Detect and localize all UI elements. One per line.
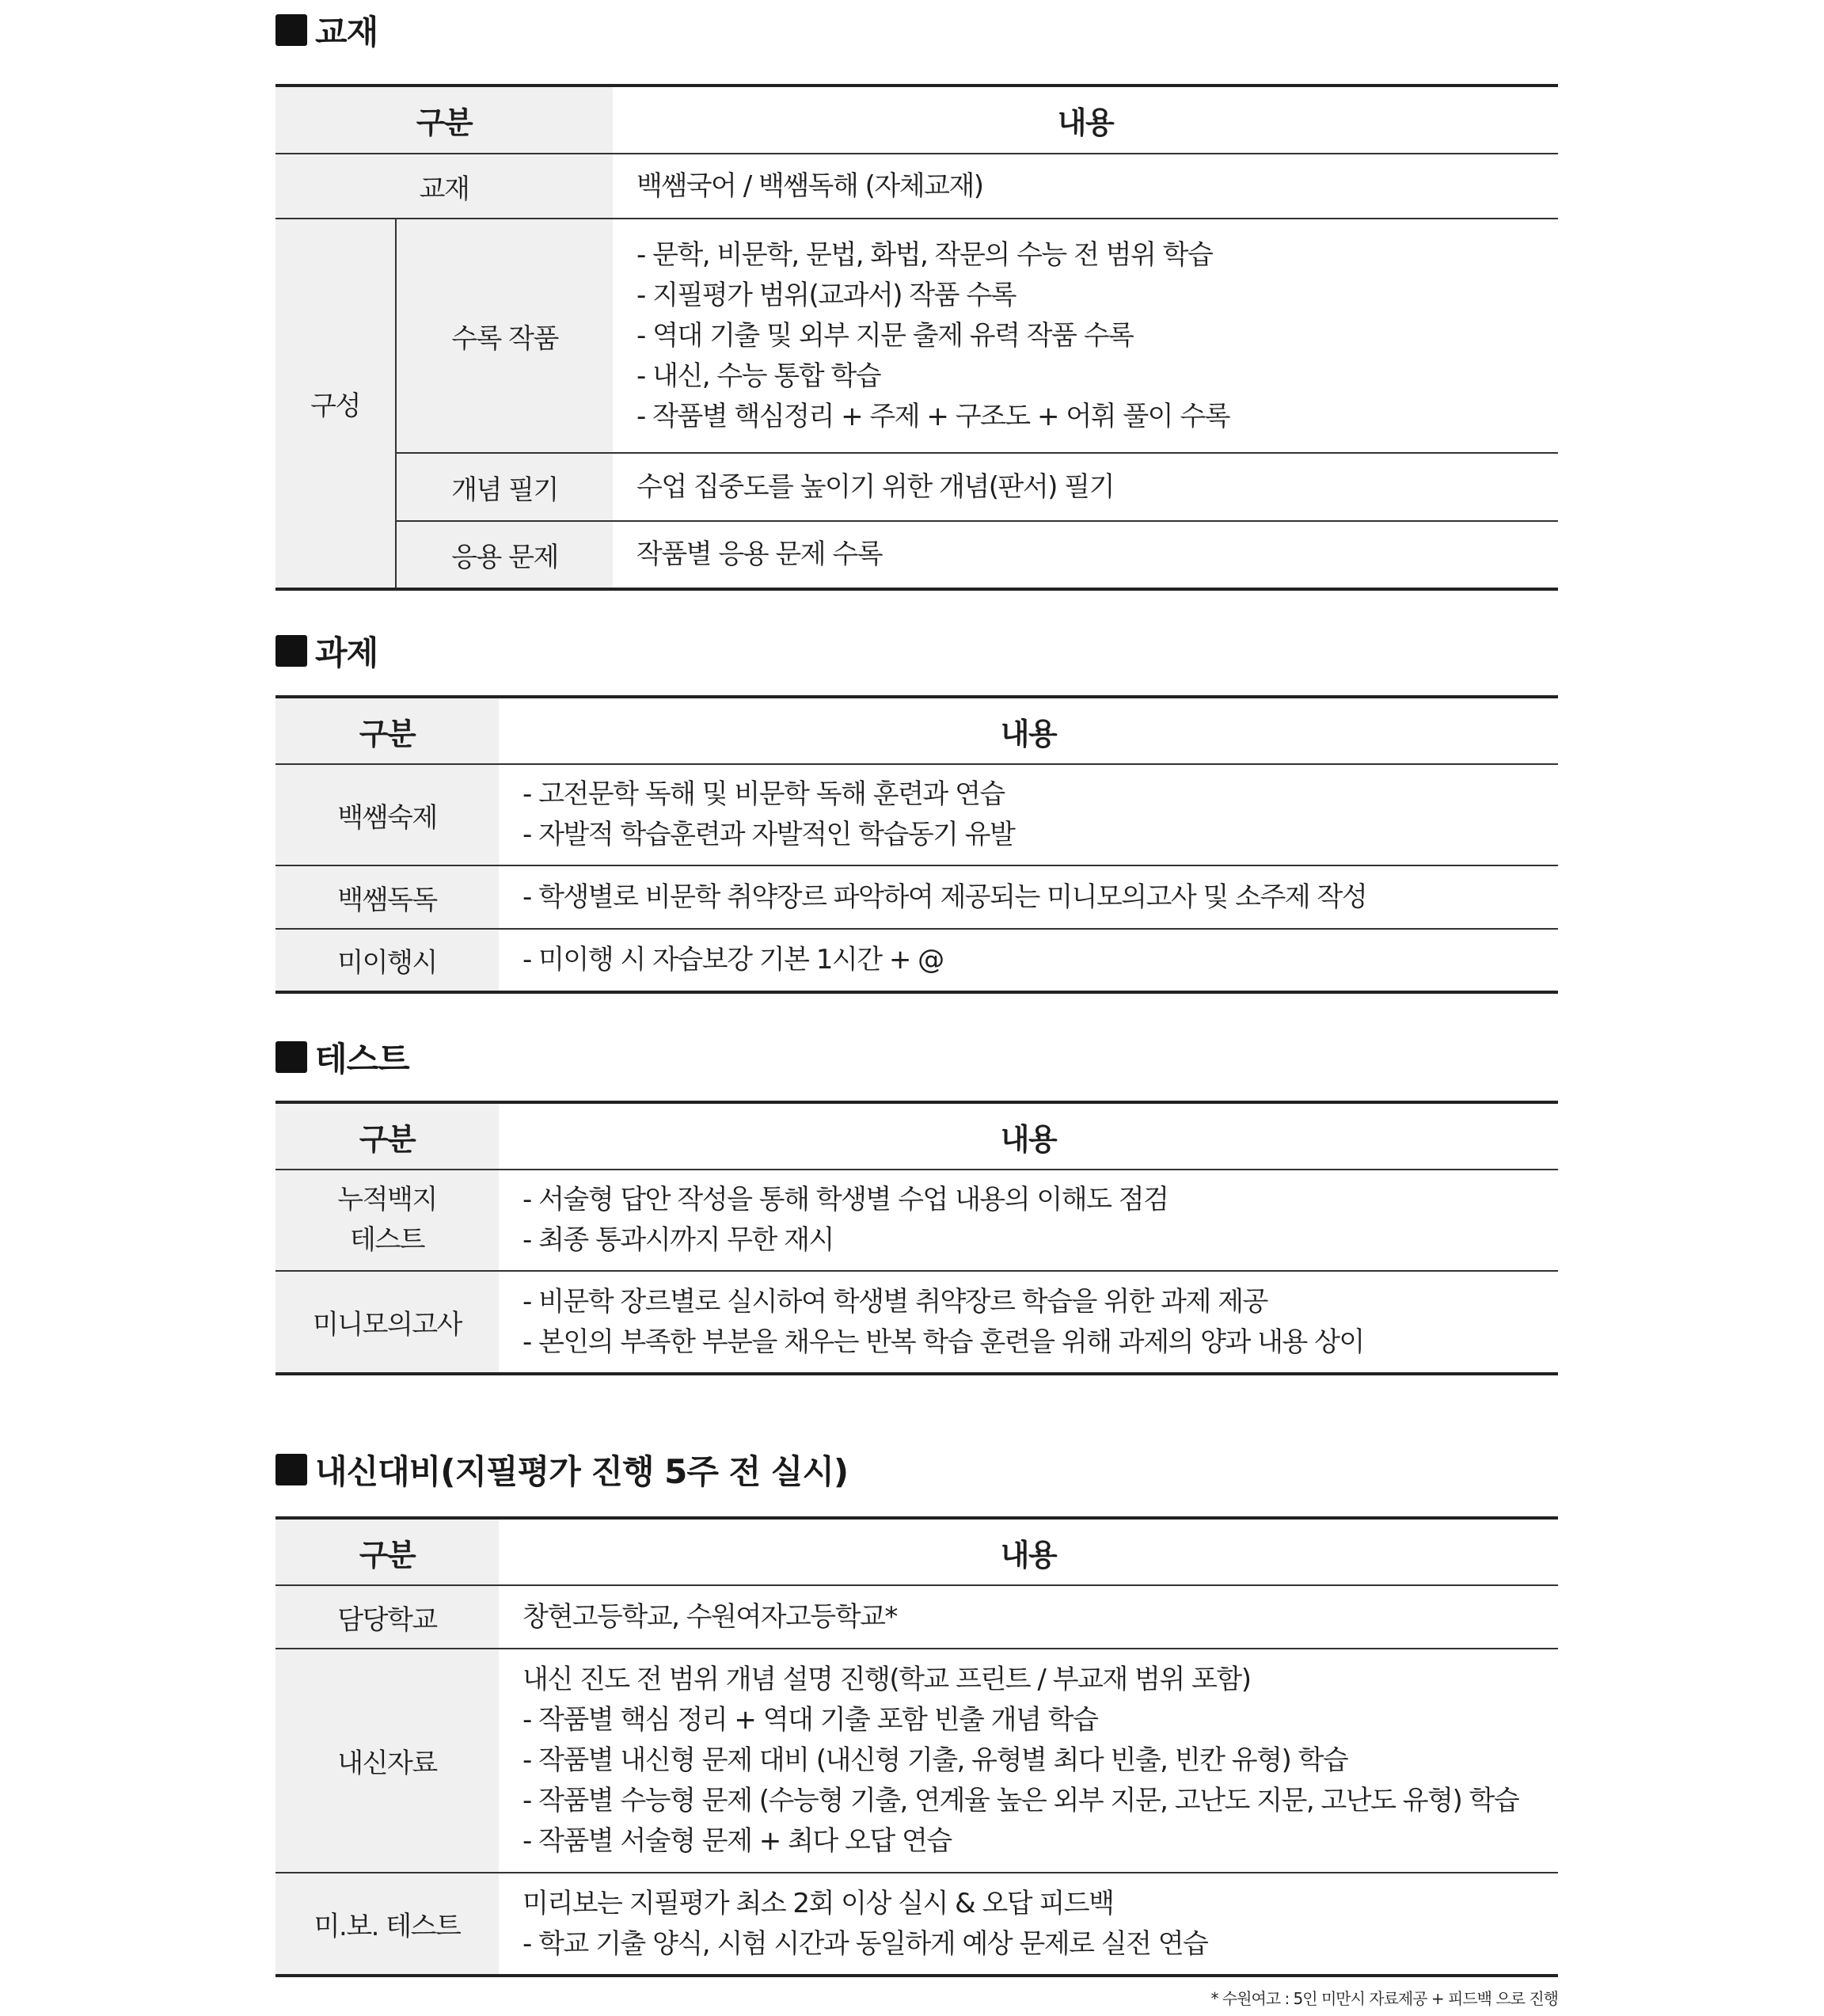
footnote: * 수원여고 : 5인 미만시 자료제공 + 피드백 으로 진행 xyxy=(1210,1989,1558,2008)
table-header-row xyxy=(276,86,1558,154)
section-title-text: 교재 xyxy=(315,13,378,51)
row-content xyxy=(499,1649,1558,1873)
section-title-textbook xyxy=(276,6,378,54)
content-line: - 서술형 답안 작성을 통해 학생별 수업 내용의 이해도 점검 xyxy=(522,1184,1168,1215)
row-label: 교재 xyxy=(276,154,613,219)
content-line: - 지필평가 범위(교과서) 작품 수록 xyxy=(636,279,1016,311)
row-label: 백쌤독독 xyxy=(276,865,499,929)
section-title-exam xyxy=(276,1446,848,1493)
content-line: - 작품별 수능형 문제 (수능형 기출, 연계율 높은 외부 지문, 고난도 지문, 고난도 유형) 학습 xyxy=(522,1785,1519,1816)
content-line: - 고전문학 독해 및 비문학 독해 훈련과 연습 xyxy=(522,778,1005,810)
header-category: 구분 xyxy=(276,1518,499,1585)
row-content xyxy=(499,764,1558,865)
header-content: 내용 xyxy=(499,1102,1558,1170)
table-header-row xyxy=(276,1102,1558,1170)
row-content xyxy=(499,1170,1558,1271)
row-label-line: 누적백지 xyxy=(337,1184,437,1215)
table-header-row xyxy=(276,697,1558,764)
content-line: - 역대 기출 및 외부 지문 출제 유력 작품 수록 xyxy=(636,319,1134,352)
row-label: 수록 작품 xyxy=(396,219,613,453)
table-header-row xyxy=(276,1518,1558,1585)
black-square-icon xyxy=(276,635,307,667)
table-row xyxy=(276,453,1558,521)
table-row xyxy=(276,154,1558,219)
header-category: 구분 xyxy=(276,697,499,764)
group-label: 구성 xyxy=(276,219,396,589)
row-content xyxy=(499,1873,1558,1976)
header-category: 구분 xyxy=(276,1102,499,1170)
row-content: 작품별 응용 문제 수록 xyxy=(613,521,1558,589)
row-content: 창현고등학교, 수원여자고등학교* xyxy=(499,1585,1558,1649)
content-line: - 내신, 수능 통합 학습 xyxy=(636,359,881,392)
content-line: 미리보는 지필평가 최소 2회 이상 실시 & 오답 피드백 xyxy=(522,1887,1114,1919)
content-line: - 작품별 서술형 문제 + 최다 오답 연습 xyxy=(522,1825,952,1857)
header-content: 내용 xyxy=(499,697,1558,764)
header-content: 내용 xyxy=(499,1518,1558,1585)
table-row xyxy=(276,1170,1558,1271)
row-content xyxy=(499,1271,1558,1374)
row-content: 백쌤국어 / 백쌤독해 (자체교재) xyxy=(613,154,1558,219)
row-label xyxy=(276,1170,499,1271)
table-row xyxy=(276,521,1558,589)
content-line: - 비문학 장르별로 실시하여 학생별 취약장르 학습을 위한 과제 제공 xyxy=(522,1285,1267,1318)
row-content xyxy=(613,219,1558,453)
content-line: 내신 진도 전 범위 개념 설명 진행(학교 프린트 / 부교재 범위 포함) xyxy=(522,1664,1251,1695)
row-label-line: 테스트 xyxy=(349,1224,425,1256)
header-category: 구분 xyxy=(276,86,613,154)
row-label: 미니모의고사 xyxy=(276,1271,499,1374)
table-row xyxy=(276,1271,1558,1374)
section-title-text: 과제 xyxy=(315,633,378,672)
row-label: 응용 문제 xyxy=(396,521,613,589)
section-title-text: 테스트 xyxy=(315,1040,409,1078)
row-label: 담당학교 xyxy=(276,1585,499,1649)
row-label: 미.보. 테스트 xyxy=(276,1873,499,1976)
table-row xyxy=(276,1585,1558,1649)
row-content: 수업 집중도를 높이기 위한 개념(판서) 필기 xyxy=(613,453,1558,521)
table-row xyxy=(276,865,1558,929)
content-line: - 학교 기출 양식, 시험 시간과 동일하게 예상 문제로 실전 연습 xyxy=(522,1927,1208,1960)
table-row xyxy=(276,764,1558,865)
black-square-icon xyxy=(276,1454,307,1485)
content-line: - 자발적 학습훈련과 자발적인 학습동기 유발 xyxy=(522,819,1015,850)
content-line: - 작품별 핵심 정리 + 역대 기출 포함 빈출 개념 학습 xyxy=(522,1704,1098,1736)
textbook-table xyxy=(276,84,1558,591)
table-row xyxy=(276,1873,1558,1976)
section-title-test xyxy=(276,1033,409,1081)
section-title-homework xyxy=(276,627,378,675)
exam-table xyxy=(276,1516,1558,1977)
row-label: 미이행시 xyxy=(276,929,499,992)
table-row xyxy=(276,1649,1558,1873)
row-label: 백쌤숙제 xyxy=(276,764,499,865)
row-label: 개념 필기 xyxy=(396,453,613,521)
content-line: - 작품별 내신형 문제 대비 (내신형 기출, 유형별 최다 빈출, 빈칸 유형) 학습 xyxy=(522,1744,1348,1776)
header-content: 내용 xyxy=(613,86,1558,154)
content-line: - 문학, 비문학, 문법, 화법, 작문의 수능 전 범위 학습 xyxy=(636,238,1213,271)
row-content: - 학생별로 비문학 취약장르 파악하여 제공되는 미니모의고사 및 소주제 작성 xyxy=(499,865,1558,929)
row-label: 내신자료 xyxy=(276,1649,499,1873)
black-square-icon xyxy=(276,14,307,46)
content-line: - 최종 통과시까지 무한 재시 xyxy=(522,1224,834,1256)
row-content: - 미이행 시 자습보강 기본 1시간 + @ xyxy=(499,929,1558,992)
content-line: - 작품별 핵심정리 + 주제 + 구조도 + 어휘 풀이 수록 xyxy=(636,400,1230,432)
content-line: - 본인의 부족한 부분을 채우는 반복 학습 훈련을 위해 과제의 양과 내용 상이 xyxy=(522,1326,1364,1358)
homework-table xyxy=(276,695,1558,994)
test-table xyxy=(276,1101,1558,1375)
section-title-text: 내신대비(지필평가 진행 5주 전 실시) xyxy=(315,1452,849,1491)
table-row xyxy=(276,929,1558,992)
black-square-icon xyxy=(276,1041,307,1073)
table-row xyxy=(276,219,1558,453)
